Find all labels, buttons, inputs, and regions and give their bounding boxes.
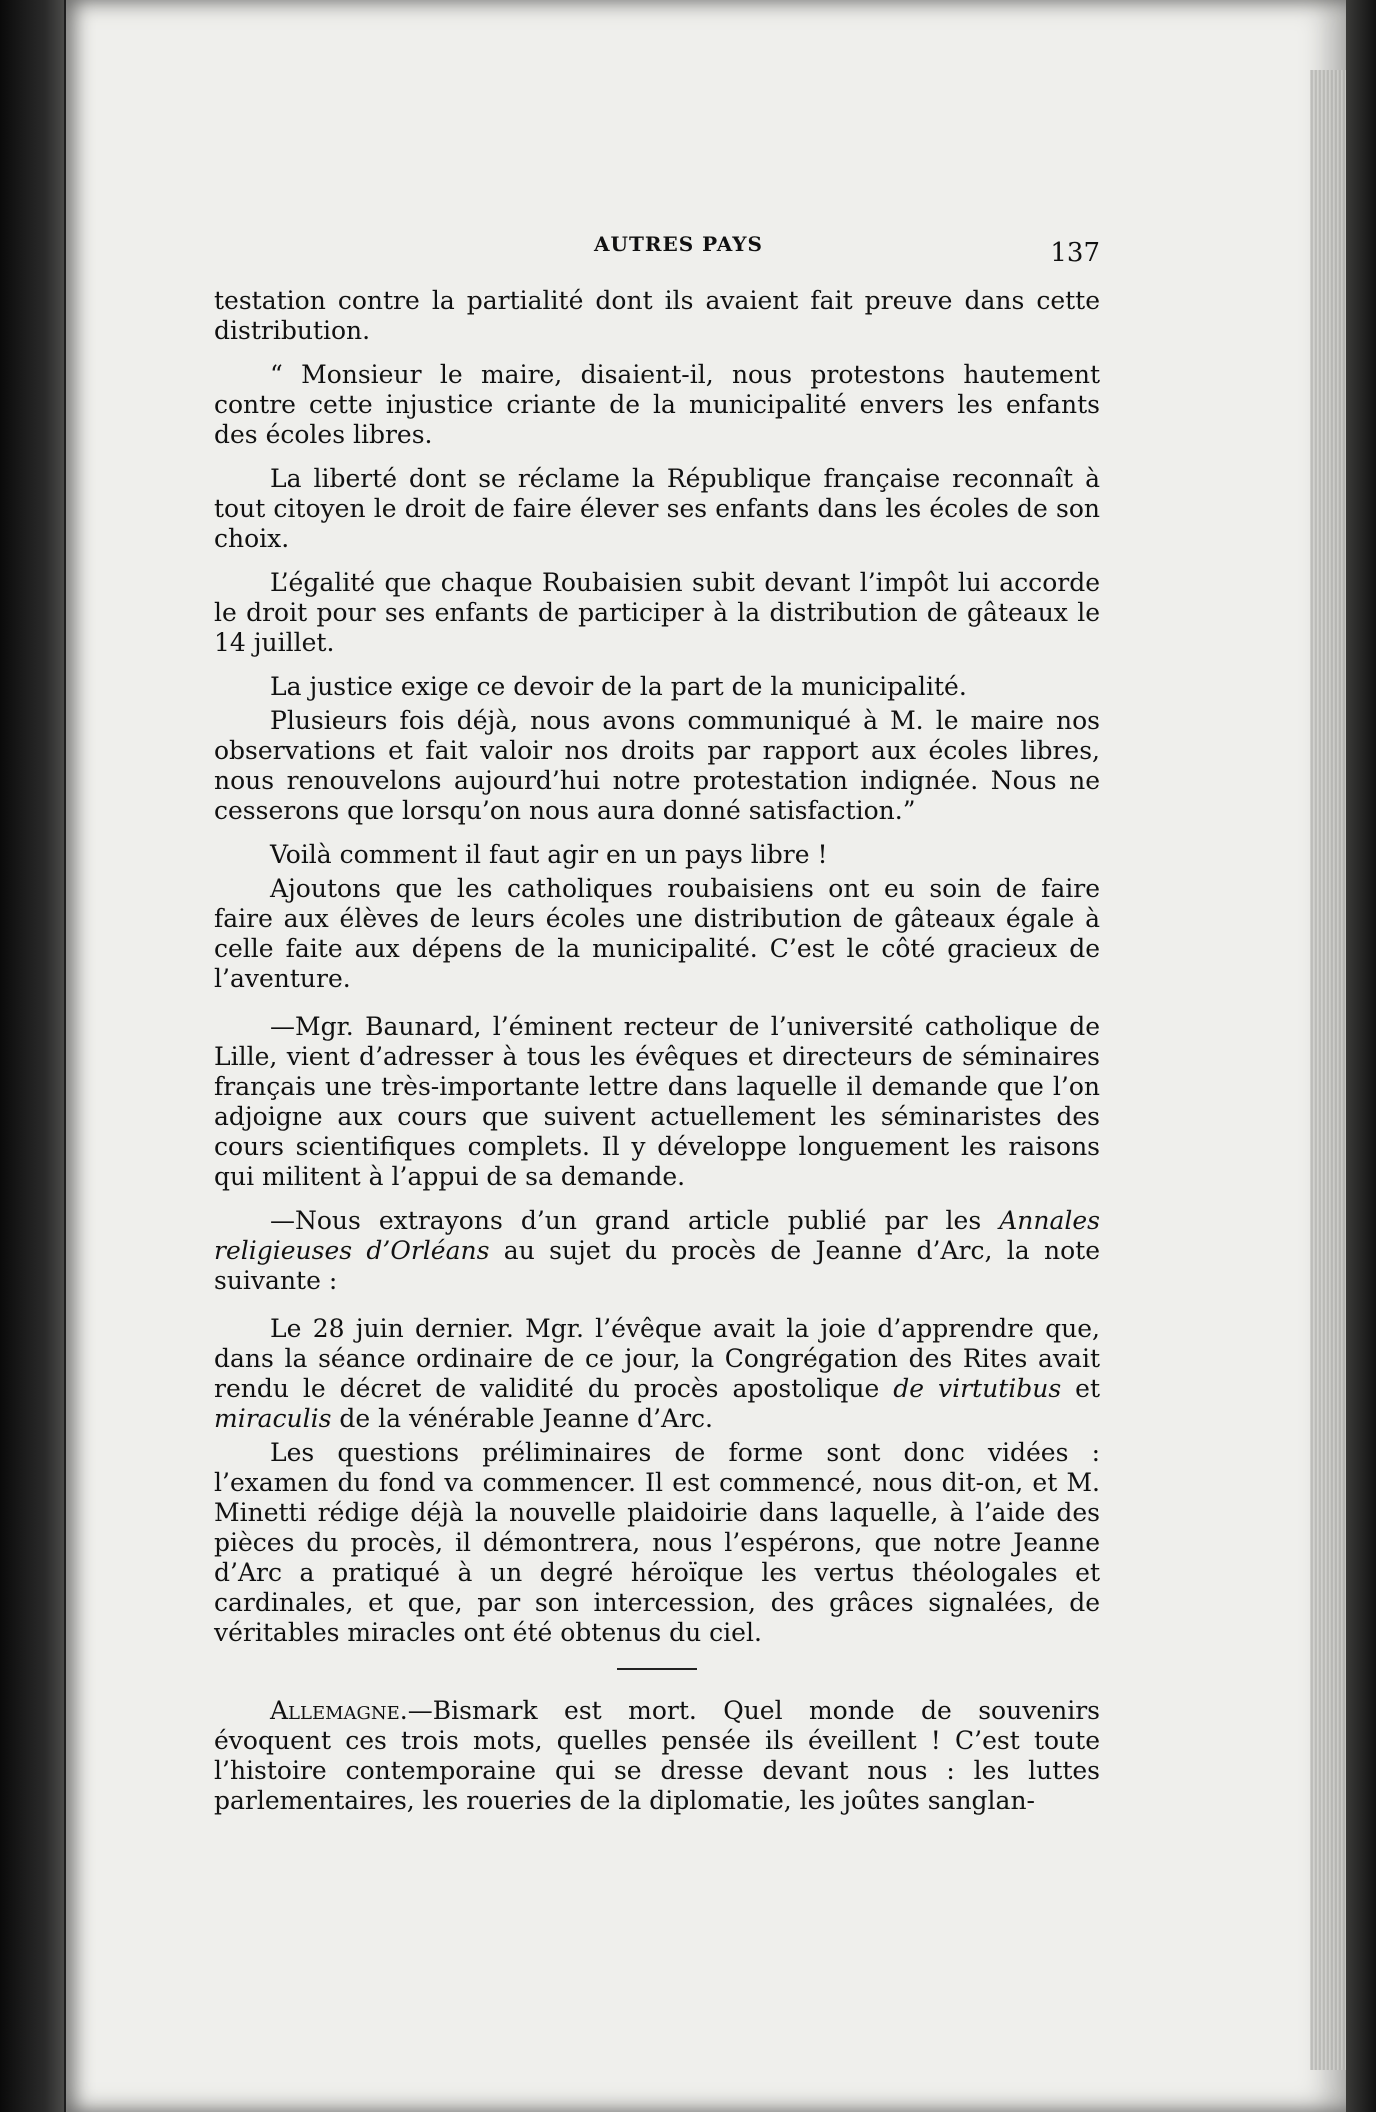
paragraph-tail: au sujet du procès de Jeanne d’Arc, la note suivante : bbox=[214, 1236, 1100, 1295]
running-head: AUTRES PAYS bbox=[594, 232, 763, 256]
paragraph-lead: —Nous extrayons d’un grand article publié par les bbox=[270, 1206, 1000, 1235]
page-body bbox=[214, 286, 1100, 1830]
paragraph: —Mgr. Baunard, l’éminent recteur de l’université catholique de Lille, vient d’adresser à tous les évêques et directeurs de séminaires français une très-importante lettre dans laquelle il demande que l’on adjoigne aux cours que suivent actuellement les séminaristes des cours scientifiques complets. Il y développe longuement les raisons qui militent à l’appui de sa demande. bbox=[214, 1012, 1100, 1191]
latin-term: miraculis bbox=[214, 1404, 332, 1433]
page-stack-edges bbox=[1310, 70, 1346, 2070]
journal-title: Annales religieuses d’Orléans bbox=[214, 1206, 1100, 1265]
paragraph bbox=[214, 1696, 1100, 1816]
paragraph-mid: et bbox=[1061, 1374, 1100, 1403]
quoted-paragraph bbox=[214, 1314, 1100, 1434]
country-heading: Allemagne. bbox=[270, 1696, 408, 1725]
paragraph: L’égalité que chaque Roubaisien subit devant l’impôt lui accorde le droit pour ses enfants de participer à la distribution de gâteaux le 14 juillet. bbox=[214, 568, 1100, 657]
paragraph: La justice exige ce devoir de la part de la municipalité. bbox=[270, 672, 967, 701]
paragraph: La liberté dont se réclame la République française reconnaît à tout citoyen le droit de faire élever ses enfants dans les écoles de son choix. bbox=[214, 464, 1100, 553]
paragraph-tail: de la vénérable Jeanne d’Arc. bbox=[331, 1404, 714, 1433]
paragraph bbox=[214, 1206, 1100, 1296]
paragraph: Ajoutons que les catholiques roubaisiens ont eu soin de faire faire aux élèves de leurs écoles une distribution de gâteaux égale à celle faite aux dépens de la municipalité. C’est le côté gracieux de l’aventure. bbox=[214, 874, 1100, 993]
paragraph: Voilà comment il faut agir en un pays libre ! bbox=[270, 840, 828, 869]
paragraph: Plusieurs fois déjà, nous avons communiqué à M. le maire nos observations et fait valoir nos droits par rapport aux écoles libres, nous renouvelons aujourd’hui notre protestation indignée. Nous ne cesserons que lorsqu’on nous aura donné satisfaction.” bbox=[214, 706, 1100, 825]
paragraph: “ Monsieur le maire, disaient-il, nous protestons hautement contre cette injustice criante de la municipalité envers les enfants des écoles libres. bbox=[214, 360, 1100, 449]
paragraph-text: —Bismark est mort. Quel monde de souvenirs évoquent ces trois mots, quelles pensée ils éveillent ! C’est toute l’histoire contemporaine qui se dresse devant nous : les luttes parlementaires, les roueries de la diplomatie, les joûtes sanglan- bbox=[214, 1696, 1100, 1815]
page-header bbox=[214, 232, 1100, 268]
paragraph-lead: Le 28 juin dernier. Mgr. l’évêque avait la joie d’apprendre que, dans la séance ordinaire de ce jour, la Congrégation des Rites avait rendu le décret de validité du procès apostolique bbox=[214, 1314, 1100, 1403]
quoted-paragraph: Les questions préliminaires de forme sont donc vidées : l’examen du fond va commencer. Il est commencé, nous dit-on, et M. Minetti rédige déjà la nouvelle plaidoirie dans laquelle, à l’aide des pièces du procès, il démontrera, nous l’espérons, que notre Jeanne d’Arc a pratiqué à un degré héroïque les vertus théologales et cardinales, et que, par son intercession, des grâces signalées, de véritables miracles ont été obtenus du ciel. bbox=[214, 1438, 1100, 1647]
left-page-edge bbox=[0, 0, 64, 2112]
latin-term: de virtutibus bbox=[893, 1374, 1062, 1403]
section-divider bbox=[617, 1668, 697, 1670]
page-number: 137 bbox=[1050, 238, 1100, 268]
paragraph: testation contre la partialité dont ils avaient fait preuve dans cette distribution. bbox=[214, 286, 1100, 345]
right-scan-border bbox=[1346, 0, 1376, 2112]
